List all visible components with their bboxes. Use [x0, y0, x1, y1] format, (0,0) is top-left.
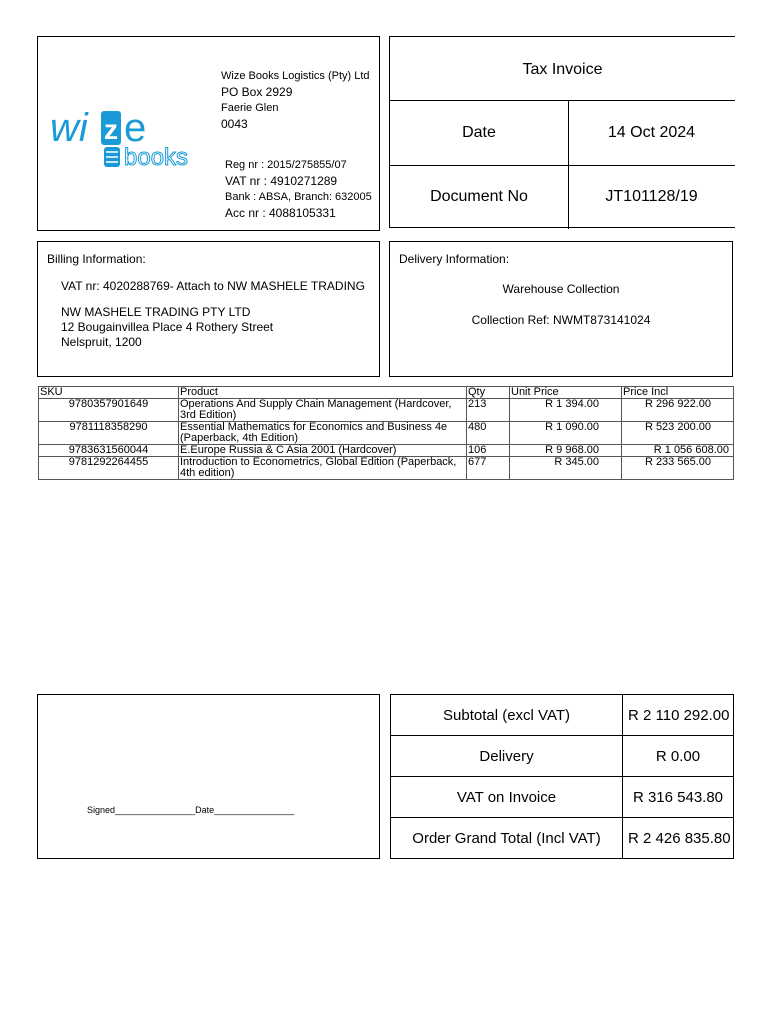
document-no-label: Document No	[390, 165, 569, 229]
billing-vat-line: VAT nr: 4020288769- Attach to NW MASHELE TRADING	[61, 279, 365, 293]
vat-value: R 316 543.80	[623, 777, 734, 818]
vat-label: VAT on Invoice	[391, 777, 623, 818]
company-box	[37, 36, 380, 231]
sku-cell: 9780357901649	[39, 399, 179, 422]
delivery-title: Delivery Information:	[399, 252, 510, 266]
signature-box	[37, 694, 380, 859]
billing-title: Billing Information:	[47, 252, 146, 266]
svg-text:e: e	[124, 106, 147, 150]
line-items-table	[38, 386, 734, 480]
delivery-value: R 0.00	[623, 736, 734, 777]
delivery-label: Delivery	[391, 736, 623, 777]
company-bank: Bank : ABSA, Branch: 632005	[225, 191, 372, 203]
company-po-box: PO Box 2929	[221, 85, 293, 99]
company-vat-nr: VAT nr : 4910271289	[225, 174, 338, 188]
unit-price-cell: R 345.00	[510, 457, 622, 480]
product-cell: E.Europe Russia & C Asia 2001 (Hardcover)	[179, 445, 467, 457]
price-incl-cell: R 523 200.00	[622, 422, 734, 445]
table-row	[39, 422, 734, 445]
table-row	[39, 457, 734, 480]
header-unit-price: Unit Price	[510, 387, 622, 399]
qty-cell: 213	[467, 399, 510, 422]
table-header-row	[39, 387, 734, 399]
billing-address-line1: 12 Bougainvillea Place 4 Rothery Street	[61, 320, 274, 334]
product-cell: Operations And Supply Chain Management (Hardcover, 3rd Edition)	[179, 399, 467, 422]
billing-address-line2: Nelspruit, 1200	[61, 335, 142, 349]
grand-total-value: R 2 426 835.80	[623, 818, 734, 859]
delivery-method: Warehouse Collection	[502, 282, 620, 296]
svg-text:books: books	[124, 144, 189, 171]
svg-text:z: z	[104, 114, 118, 145]
unit-price-cell: R 1 090.00	[510, 422, 622, 445]
invoice-title: Tax Invoice	[390, 37, 735, 101]
totals-table	[390, 694, 734, 859]
company-suburb: Faerie Glen	[221, 102, 279, 114]
date-value: 14 Oct 2024	[607, 124, 696, 141]
document-no-row	[390, 165, 735, 229]
price-incl-cell: R 233 565.00	[622, 457, 734, 480]
qty-cell: 106	[467, 445, 510, 457]
sku-cell: 9781118358290	[39, 422, 179, 445]
product-cell: Essential Mathematics for Economics and Business 4e (Paperback, 4th Edition)	[179, 422, 467, 445]
subtotal-row	[391, 695, 734, 736]
sku-cell: 9783631560044	[39, 445, 179, 457]
header-qty: Qty	[467, 387, 510, 399]
billing-company-name: NW MASHELE TRADING PTY LTD	[61, 305, 251, 319]
table-row	[39, 445, 734, 457]
header-price-incl: Price Incl	[622, 387, 734, 399]
vat-row	[391, 777, 734, 818]
qty-cell: 677	[467, 457, 510, 480]
tax-invoice-panel	[389, 36, 735, 228]
unit-price-cell: R 9 968.00	[510, 445, 622, 457]
company-reg-nr: Reg nr : 2015/275855/07	[225, 159, 347, 171]
table-row	[39, 399, 734, 422]
product-cell: Introduction to Econometrics, Global Edition (Paperback, 4th edition)	[179, 457, 467, 480]
delivery-row	[391, 736, 734, 777]
header-sku: SKU	[39, 387, 179, 399]
grand-total-label: Order Grand Total (Incl VAT)	[391, 818, 623, 859]
billing-info-box	[37, 241, 380, 377]
collection-ref: Collection Ref: NWMT873141024	[471, 313, 651, 327]
company-address	[221, 68, 370, 132]
date-row	[390, 101, 735, 166]
company-acc-nr: Acc nr : 4088105331	[225, 206, 336, 220]
grand-total-row	[391, 818, 734, 859]
subtotal-value: R 2 110 292.00	[623, 695, 734, 736]
date-label: Date	[390, 101, 569, 165]
qty-cell: 480	[467, 422, 510, 445]
unit-price-cell: R 1 394.00	[510, 399, 622, 422]
wize-books-logo	[48, 97, 208, 171]
sku-cell: 9781292264455	[39, 457, 179, 480]
price-incl-cell: R 1 056 608.00	[622, 445, 734, 457]
signature-date-line: Signed________________Date________________	[87, 805, 295, 815]
delivery-info-box	[389, 241, 733, 377]
header-product: Product	[179, 387, 467, 399]
billing-address	[61, 305, 273, 350]
svg-text:wi: wi	[50, 106, 88, 150]
company-name: Wize Books Logistics (Pty) Ltd	[221, 70, 370, 82]
company-registration	[225, 157, 372, 221]
company-postal-code: 0043	[221, 117, 248, 131]
subtotal-label: Subtotal (excl VAT)	[391, 695, 623, 736]
price-incl-cell: R 296 922.00	[622, 399, 734, 422]
document-no-value: JT101128/19	[605, 188, 698, 205]
